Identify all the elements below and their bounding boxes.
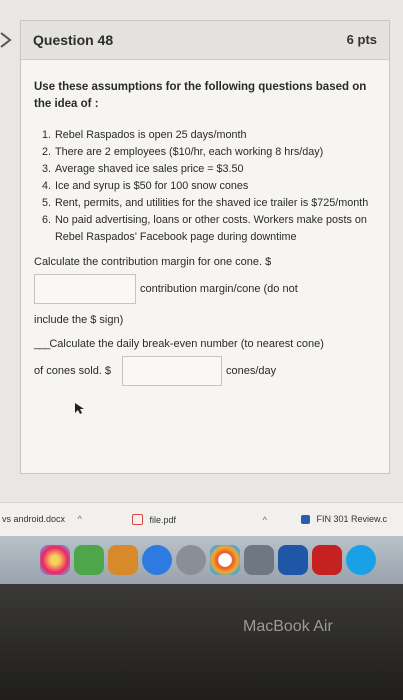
q2-prompt: Calculate the daily break-even number (to nearest cone)	[49, 338, 324, 350]
question-body	[34, 79, 376, 414]
contribution-margin-input[interactable]	[34, 274, 136, 304]
app-store-icon[interactable]	[142, 545, 172, 575]
mouse-cursor-icon	[74, 402, 84, 414]
q2-answer-row	[34, 356, 376, 386]
acrobat-icon[interactable]	[312, 545, 342, 575]
chevron-up-icon[interactable]: ^	[77, 514, 82, 524]
question-points: 6 pts	[346, 32, 377, 47]
assumption-item: 4. Ice and syrup is $50 for 100 snow cones	[54, 178, 376, 195]
q1-prompt: Calculate the contribution margin for one cone. $	[34, 256, 272, 268]
assumption-item: 2. There are 2 employees ($10/hr, each working 8 hrs/day)	[54, 144, 376, 161]
q1-answer-row	[34, 274, 376, 304]
q2-suffix: cones/day	[226, 365, 277, 377]
q2-line2: of cones sold. $	[34, 365, 112, 377]
q1-row	[34, 254, 376, 270]
dock	[0, 536, 403, 584]
downloads-bar	[0, 502, 403, 537]
facetime-icon[interactable]	[74, 545, 104, 575]
q2-dash: ___	[34, 338, 50, 350]
assumption-item: 3. Average shaved ice sales price = $3.50	[54, 161, 376, 178]
word-icon[interactable]	[278, 545, 308, 575]
brand-label: MacBook Air	[243, 618, 333, 635]
question-intro: Use these assumptions for the following questions based on the idea of :	[34, 81, 367, 110]
books-icon[interactable]	[108, 545, 138, 575]
question-card	[20, 20, 390, 474]
assumption-item: 1. Rebel Raspados is open 25 days/month	[54, 127, 376, 144]
break-even-input[interactable]	[122, 356, 222, 386]
preview-icon[interactable]	[244, 545, 274, 575]
laptop-bezel	[0, 584, 403, 700]
settings-icon[interactable]	[176, 545, 206, 575]
chevron-up-icon[interactable]: ^	[262, 515, 267, 525]
download-name: FIN 301 Review.c	[316, 514, 388, 524]
q2-row	[34, 336, 376, 352]
word-doc-icon	[301, 515, 310, 524]
download-name: file.pdf	[149, 515, 177, 525]
download-item[interactable]	[2, 514, 82, 524]
photos-icon[interactable]	[40, 545, 70, 575]
assumption-item: 6. No paid advertising, loans or other costs. Workers make posts on Rebel Raspados' Facebook page during downtime	[54, 212, 376, 246]
question-header	[21, 21, 389, 60]
download-item[interactable]	[132, 514, 267, 525]
question-title: Question 48	[33, 32, 114, 48]
pdf-icon	[132, 514, 143, 525]
download-item[interactable]	[301, 514, 387, 524]
assumptions-list	[34, 127, 376, 246]
assumption-item: 5. Rent, permits, and utilities for the shaved ice trailer is $725/month	[54, 195, 376, 212]
safari-icon[interactable]	[346, 545, 376, 575]
q1-suffix: contribution margin/cone (do not	[140, 283, 298, 295]
chrome-icon[interactable]	[210, 545, 240, 575]
download-name: vs android.docx	[2, 514, 66, 524]
chevron-right-icon[interactable]	[0, 30, 16, 50]
q1-continued: include the $ sign)	[34, 314, 124, 326]
